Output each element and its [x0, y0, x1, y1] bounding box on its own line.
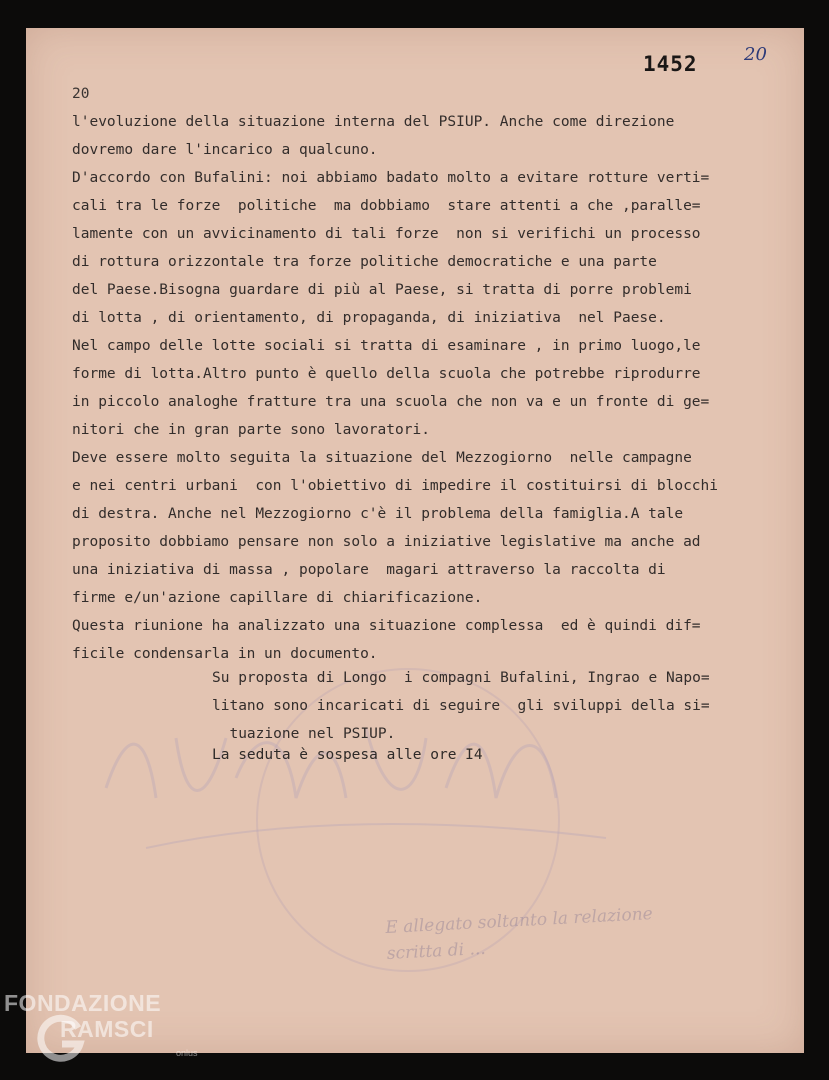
foundation-logo: [4, 990, 204, 1070]
decision-line: tuazione nel PSIUP.: [212, 726, 396, 742]
text-line: forme di lotta.Altro punto è quello della scuola che potrebbe riprodurre: [72, 366, 701, 382]
text-line: di rottura orizzontale tra forze politiche democratiche e una parte: [72, 254, 657, 270]
pencil-note-line: scritta di ...: [386, 938, 487, 964]
text-line: proposito dobbiamo pensare non solo a iniziative legislative ma anche ad: [72, 534, 701, 550]
text-line: di lotta , di orientamento, di propaganda, di iniziativa nel Paese.: [72, 310, 666, 326]
text-line: del Paese.Bisogna guardare di più al Paese, si tratta di porre problemi: [72, 282, 692, 298]
text-line: dovremo dare l'incarico a qualcuno.: [72, 142, 378, 158]
text-line: l'evoluzione della situazione interna del PSIUP. Anche come direzione: [72, 114, 675, 130]
logo-text-line1: FONDAZIONE: [4, 990, 162, 1016]
handwritten-page-number: 20: [744, 44, 767, 65]
text-line: una iniziativa di massa , popolare magari attraverso la raccolta di: [72, 562, 666, 578]
typed-page-number: 20: [72, 86, 90, 102]
logo-text-line3: onlus: [176, 1048, 198, 1058]
decision-line: Su proposta di Longo i compagni Bufalini, Ingrao e Napo=: [212, 670, 710, 686]
decision-line: litano sono incaricati di seguire gli sviluppi della si=: [212, 698, 710, 714]
text-line: e nei centri urbani con l'obiettivo di impedire il costituirsi di blocchi: [72, 478, 719, 494]
text-line: in piccolo analoghe fratture tra una scuola che non va e un fronte di ge=: [72, 394, 710, 410]
text-line: Deve essere molto seguita la situazione del Mezzogiorno nelle campagne: [72, 450, 692, 466]
text-line: di destra. Anche nel Mezzogiorno c'è il problema della famiglia.A tale: [72, 506, 684, 522]
decision-paragraph: [212, 664, 710, 748]
text-line: Questa riunione ha analizzato una situazione complessa ed è quindi dif=: [72, 618, 701, 634]
text-line: D'accordo con Bufalini: noi abbiamo badato molto a evitare rotture verti=: [72, 170, 710, 186]
page-number: 1452: [643, 52, 698, 76]
closing-line: La seduta è sospesa alle ore I4: [212, 747, 483, 763]
document-page: [26, 28, 804, 1053]
text-line: firme e/un'azione capillare di chiarificazione.: [72, 590, 483, 606]
text-line: nitori che in gran parte sono lavoratori.: [72, 422, 430, 438]
body-text: [72, 108, 792, 668]
text-line: lamente con un avvicinamento di tali forze non si verifichi un processo: [72, 226, 701, 242]
logo-text-line2: RAMSCI: [60, 1016, 154, 1042]
text-line: cali tra le forze politiche ma dobbiamo stare attenti a che ,paralle=: [72, 198, 701, 214]
text-line: ficile condensarla in un documento.: [72, 646, 378, 662]
text-line: Nel campo delle lotte sociali si tratta di esaminare , in primo luogo,le: [72, 338, 701, 354]
pencil-note-line: E allegato soltanto la relazione: [384, 904, 654, 939]
